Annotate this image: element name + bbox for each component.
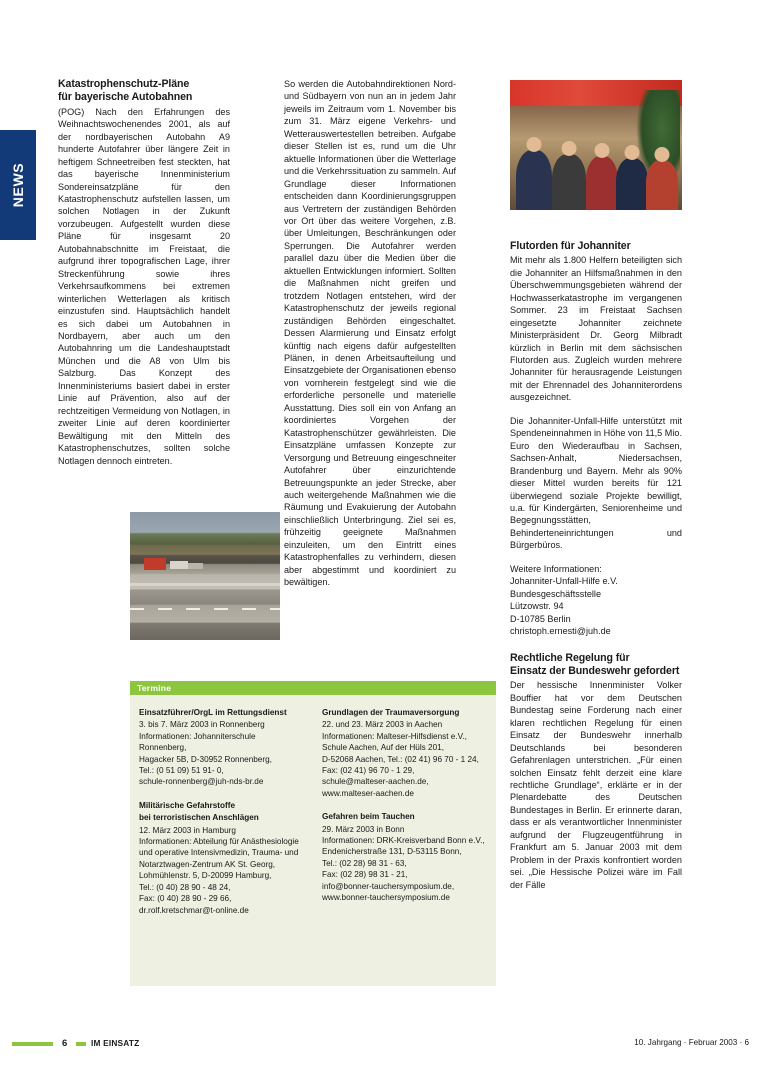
article-main-paragraph-1: (POG) Nach den Erfahrungen des Weihnachtswochenendes 2001, als auf der nordbayerischen Autobahn A9 hunderte Autofahrer über längere Zeit in heftigem Schneetreiben fest steckten, hat das bayerische Innenministerium Sondereinsatzpläne für den Katastrophenschutz aufstellen lassen, um solchen Notlagen in der Zukunft vorzubeugen. Aufgestellt wurden diese Pläne für insgesamt 20 Autobahnabschnitte im Freistaat, die aufgrund ihrer topografischen Lage, ihrer Streckenführung sowie ihres Verkehrsaufkommens bei extremen winterlichen Wetterlagen als kritisch einzustufen sind. Hauptsächlich handelt es sich dabei um Autobahnen in Nordbayern, aber auch um den Autobahnring um die Landeshauptstadt München und die A8 von Ulm bis Salzburg. Das Konzept des Innenministeriums basiert dabei in erster Linie auf Prävention, also auf der rechtzeitigen Vermeidung von Notlagen, in zweiter Linie auf deren koordinierter Bewältigung mit den Mitteln des Katastrophenschutzes, sollten solche Notlagen dennoch eintreten. <box>58 106 230 466</box>
termine-entry-email[interactable]: info@bonner-tauchersymposium.de, <box>322 881 455 891</box>
article-johanniter-headline: Flutorden für Johanniter <box>510 240 631 252</box>
page-footer <box>0 1037 763 1051</box>
termine-entry-line: D-52068 Aachen, Tel.: (02 41) 96 70 - 1 24, <box>322 754 479 764</box>
photo-person-1 <box>516 150 552 210</box>
termine-entry-line: Tel.: (0 51 09) 51 91- 0, <box>139 766 224 776</box>
photo-person-3 <box>586 156 618 210</box>
termine-entry-email[interactable]: schule@malteser-aachen.de, <box>322 777 429 787</box>
article-main-headline-line1: Katastrophenschutz-Pläne <box>58 78 190 90</box>
contact-organisation: Johanniter-Unfall-Hilfe e.V. <box>510 576 618 587</box>
footer-rule-dash <box>76 1042 86 1046</box>
termine-entry-title: Grundlagen der Traumaversorgung <box>322 708 460 717</box>
article-bundeswehr-paragraph-1: Der hessische Innenminister Volker Bouffier hat vor dem Deutschen Bundestag seine Forderung nach einer klaren rechtlichen Regelung für einen Einsatz der Bundeswehr innerhalb Deutschlands bei besonderen Gefahrenlagen unterstrichen. „Für einen solchen Einsatz fehlt derzeit eine klare rechtliche Grundlage“, erklärte er in der Plenardebatte des Deutschen Bundestages in Berlin. Er erinnerte daran, dass er als verantwortlicher Innenminister aufgrund der Flugzeugentführung in Frankfurt am 5. Januar 2003 mit dem Problem in der Praxis konfrontiert worden sei. „Die Hessische Polizei wäre im Fall der Fälle <box>510 680 682 890</box>
photo-johanniter-award-ceremony <box>510 80 682 210</box>
article-main-column-2 <box>284 78 456 589</box>
termine-entry-email[interactable]: dr.rolf.kretschmar@t-online.de <box>139 905 249 915</box>
termine-entry-line: Fax: (02 41) 96 70 - 1 29, <box>322 766 415 776</box>
article-bundeswehr-headline-line1: Rechtliche Regelung für <box>510 651 630 664</box>
photo-truck-detail <box>144 558 166 570</box>
termine-entry-line: und operative Intensivmedizin, Trauma- und <box>139 848 299 858</box>
footer-issue-info: 10. Jahrgang · Februar 2003 · 6 <box>634 1038 749 1047</box>
termine-box <box>130 681 496 986</box>
contact-street: Lützowstr. 94 <box>510 601 564 612</box>
article-main-column-1 <box>58 78 230 467</box>
termine-entry-line: Endenicherstraße 131, D-53115 Bonn, <box>322 847 462 857</box>
termine-entry-line: Notarztwagen-Zentrum AK St. Georg, <box>139 859 276 869</box>
footer-rule-left <box>12 1042 53 1046</box>
article-main-headline-line2: für bayerische Autobahnen <box>58 91 193 104</box>
photo-person-5 <box>646 160 678 210</box>
photo-guardrail-detail <box>130 583 280 586</box>
article-main-paragraph-2: So werden die Autobahndirektionen Nord- und Südbayern von nun an in jedem Jahr jeweils im Zeitraum vom 1. November bis zum 31. März eigene Verkehrs- und Wetterauswertestellen betreiben. Aufgabe dieser Stellen ist es, rund um die Uhr aktuelle Informationen über die Wetterlage und die Verkehrssituation zu sammeln. Auf Grundlage dieser Informationen entscheiden dann Koordinierungsgruppen aus Vertretern der zuständigen Behörden vor Ort über das weitere Vorgehen, z.B. über Umleitungen, Beschränkungen oder Sperrungen. Die Autofahrer werden parallel dazu über die Medien über die aktuellen Entwicklungen informiert. Sollten die Maßnahmen nicht greifen und trotzdem Notlagen entstehen, wird der Katastrophenschutz der jeweils regional zuständigen Behörden eingeschaltet. Dessen Alarmierung und Einsatz erfolgt künftig nach eigens dafür aufgestellten Plänen, in denen Arbeitsaufteilung und Einsatzgebiete der Organisationen ebenso von vornherein festgelegt sind wie die erforderliche personelle und materielle Ausstattung. Dies soll ein von Anfang an koordiniertes Vorgehen der Katastrophenschützer gewährleisten. Die Einsatzpläne umfassen Konzepte zur Versorgung und Betreuung eingeschneiter Autofahrer über einzurichtende Betreuungspunkte an jeder Strecke, aber auch weitergehende Maßnahmen wie die Räumung und Evakuierung der Autobahn einschließlich Unterbringung. Ziel sei es, frühzeitig geeignete Maßnahmen einzuleiten, um den Eintritt eines Katastrophenfalles zu verhindern, diesen aber abgestimmt und koordiniert zu bewältigen. <box>284 79 456 588</box>
termine-entry-line: Fax: (02 28) 98 31 - 21, <box>322 870 408 880</box>
termine-body <box>130 695 496 928</box>
termine-entry <box>322 707 486 799</box>
news-section-tab <box>0 130 36 240</box>
article-johanniter-contact <box>510 563 682 638</box>
contact-info-label: Weitere Informationen: <box>510 563 602 574</box>
termine-entry-line: 3. bis 7. März 2003 in Ronnenberg <box>139 720 265 730</box>
contact-city: D-10785 Berlin <box>510 613 571 624</box>
termine-entry <box>139 800 303 916</box>
photo-roadmarking-detail <box>130 608 280 610</box>
termine-entry-line: Fax: (0 40) 28 90 - 29 66, <box>139 894 232 904</box>
article-johanniter-paragraph-2: Die Johanniter-Unfall-Hilfe unterstützt mit Spendeneinnahmen in Höhe von 11,5 Mio. Euro den Wiederaufbau in Sachsen, Sachsen-Anhalt, Niedersachsen, Brandenburg und Bayern. Mehr als 90% dieser Mittel wurden bereits für 121 überwiegend soziale Projekte bewilligt, u.a. für Kindergärten, Seniorenheime und Begegnungsstätten, Behinderteneinrichtungen und Bürgerbüros. <box>510 415 682 551</box>
termine-entry-line: Lohmühlenstr. 5, D-20099 Hamburg, <box>139 871 272 881</box>
article-bundeswehr-headline-line2: Einsatz der Bundeswehr gefordert <box>510 664 680 677</box>
article-sidebar-column-3 <box>510 240 682 891</box>
termine-entry-subtitle: bei terroristischen Anschlägen <box>139 813 259 823</box>
termine-entry-line: Tel.: (02 28) 98 31 - 63, <box>322 858 407 868</box>
termine-entry-line: Informationen: Abteilung für Anästhesiologie <box>139 837 299 847</box>
photo-person-4 <box>616 158 648 210</box>
termine-entry <box>139 707 303 788</box>
news-tab-label: NEWS <box>10 162 26 208</box>
photo-person-2 <box>552 154 586 210</box>
photo-autobahn-winter <box>130 512 280 640</box>
termine-entry-line: Informationen: Johanniterschule Ronnenberg, <box>139 731 256 753</box>
article-johanniter-paragraph-1: Mit mehr als 1.800 Helfern beteiligten sich die Johanniter an Hilfsmaßnahmen in den Überschwemmungsgebieten während der Hochwasserkatastrophe im vergangenen Sommer. 23 im Freistaat Sachsen eingesetzte Johanniter zeichnete Ministerpräsident Dr. Georg Milbradt kürzlich in Berlin mit dem sächsischen Flutorden aus. Zugleich wurden mehrere Johanniter für herausragende Leistungen mit der Ehrennadel des Johanniterordens ausgezeichnet. <box>510 255 682 403</box>
termine-entry-line: Informationen: Malteser-Hilfsdienst e.V., <box>322 731 467 741</box>
termine-entry-line: 12. März 2003 in Hamburg <box>139 825 236 835</box>
termine-entry-line: Tel.: (0 40) 28 90 - 48 24, <box>139 882 231 892</box>
termine-entry-line: Informationen: DRK-Kreisverband Bonn e.V., <box>322 836 485 846</box>
termine-entry-line: Schule Aachen, Auf der Hüls 201, <box>322 743 444 753</box>
termine-column-left <box>130 707 313 928</box>
termine-entry-website[interactable]: www.bonner-tauchersymposium.de <box>322 893 450 903</box>
termine-entry-title: Gefahren beim Tauchen <box>322 812 415 822</box>
contact-email[interactable]: christoph.ernesti@juh.de <box>510 626 611 637</box>
termine-entry-title: Militärische Gefahrstoffe <box>139 800 235 810</box>
termine-entry-line: 29. März 2003 in Bonn <box>322 824 405 834</box>
termine-entry-line: 22. und 23. März 2003 in Aachen <box>322 720 443 730</box>
contact-office: Bundesgeschäftsstelle <box>510 588 601 599</box>
footer-page-number: 6 <box>62 1037 68 1048</box>
termine-entry-title: Einsatzführer/OrgL im Rettungsdienst <box>139 708 287 717</box>
termine-column-right <box>313 707 496 928</box>
termine-title: Termine <box>137 683 172 693</box>
article-main-headline <box>58 78 230 105</box>
footer-section-name: IM EINSATZ <box>91 1038 140 1048</box>
termine-entry-website[interactable]: www.malteser-aachen.de <box>322 788 414 798</box>
article-bundeswehr-headline <box>510 652 682 679</box>
termine-entry <box>322 811 486 903</box>
termine-entry-email[interactable]: schule-ronnenberg@juh-nds-br.de <box>139 777 264 787</box>
termine-header <box>130 681 496 695</box>
termine-entry-line: Hagacker 5B, D-30952 Ronnenberg, <box>139 754 272 764</box>
